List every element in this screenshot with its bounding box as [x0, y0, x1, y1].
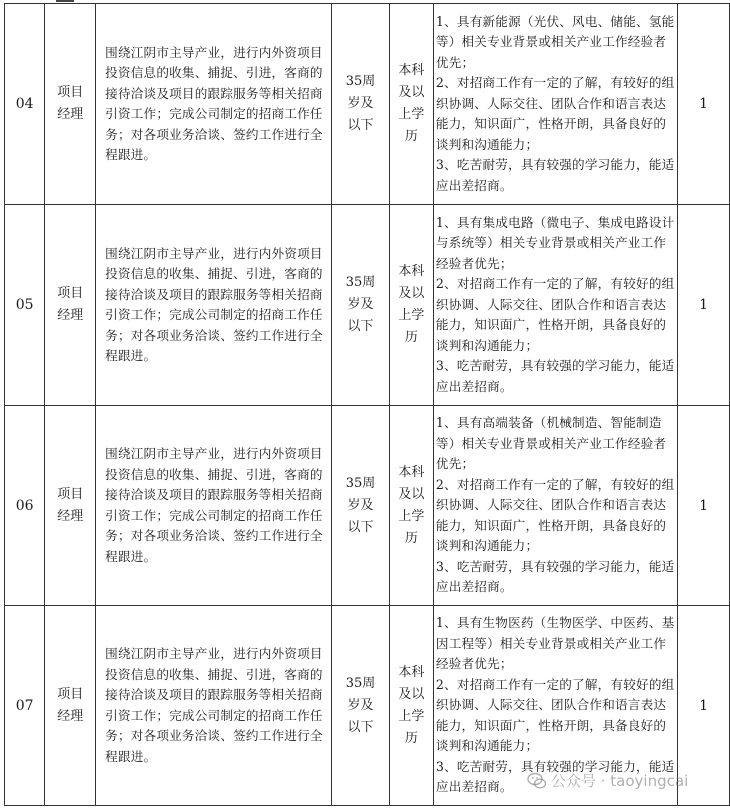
table-row — [5, 406, 730, 606]
education-text: 本科 及以 上学 历 — [398, 63, 425, 144]
wechat-icon — [527, 771, 547, 791]
age-requirement — [332, 406, 390, 606]
job-requirements — [433, 205, 677, 406]
headcount: 1 — [678, 406, 730, 606]
education-requirement — [389, 606, 433, 806]
education-requirement — [389, 406, 433, 606]
job-duties: 围绕江阴市主导产业，进行内外资项目投资信息的收集、捕捉、引进，客商的接待洽谈及项目的跟踪服务等相关招商引资工作；完成公司制定的招商工作任务；对各项业务洽谈、签约工作进行全程跟进。 — [96, 406, 332, 606]
table-row — [5, 4, 730, 205]
headcount: 1 — [678, 4, 730, 205]
headcount: 1 — [678, 205, 730, 406]
watermark — [527, 770, 688, 791]
table-row — [5, 205, 730, 406]
requirement-line: 1、具有集成电路（微电子、集成电路设计与系统等）相关专业背景或相关产业工作经验者优先； — [435, 214, 675, 271]
position-title — [45, 4, 96, 205]
requirement-line: 3、吃苦耐劳，具有较强的学习能力，能适应出差招商。 — [435, 358, 675, 394]
position-text: 项目 经理 — [57, 486, 84, 524]
position-title — [45, 406, 96, 606]
age-text: 35周 岁及 以下 — [345, 74, 376, 133]
requirement-line: 1、具有生物医药（生物医学、中医药、基因工程等）相关专业背景或相关产业工作经验者优先； — [435, 615, 675, 672]
age-text: 35周 岁及 以下 — [345, 475, 376, 535]
headcount: 1 — [678, 606, 730, 806]
requirement-line: 3、吃苦耐劳，具有较强的学习能力，能适应出差招商。 — [435, 558, 675, 595]
age-text: 35周 岁及 以下 — [345, 675, 376, 735]
job-requirements — [433, 4, 677, 205]
education-requirement — [389, 4, 433, 205]
job-requirements — [433, 406, 677, 606]
job-table — [4, 3, 730, 806]
education-text: 本科 及以 上学 历 — [398, 264, 425, 345]
position-text: 项目 经理 — [57, 286, 84, 323]
watermark-text: 公众号 · taoyingcai — [551, 772, 689, 790]
education-text: 本科 及以 上学 历 — [398, 664, 425, 746]
requirement-line: 2、对招商工作有一定的了解，有较好的组织协调、人际交往、团队合作和语言表达能力，知识面广，性格开朗，具备良好的谈判和沟通能力； — [435, 476, 675, 554]
age-requirement — [332, 205, 390, 406]
requirement-line: 1、具有新能源（光伏、风电、储能、氢能等）相关专业背景或相关产业工作经验者优先； — [435, 13, 675, 70]
position-text: 项目 经理 — [57, 85, 84, 122]
position-text: 项目 经理 — [57, 686, 84, 724]
job-duties: 围绕江阴市主导产业，进行内外资项目投资信息的收集、捕捉、引进，客商的接待洽谈及项目的跟踪服务等相关招商引资工作；完成公司制定的招商工作任务；对各项业务洽谈、签约工作进行全程跟进。 — [96, 205, 332, 406]
job-duties: 围绕江阴市主导产业，进行内外资项目投资信息的收集、捕捉、引进，客商的接待洽谈及项目的跟踪服务等相关招商引资工作；完成公司制定的招商工作任务；对各项业务洽谈、签约工作进行全程跟进。 — [96, 606, 332, 806]
top-rule-mark — [56, 0, 74, 2]
position-title — [45, 205, 96, 406]
requirement-line: 3、吃苦耐劳，具有较强的学习能力，能适应出差招商。 — [435, 758, 675, 795]
education-requirement — [389, 205, 433, 406]
row-number: 07 — [5, 606, 45, 806]
requirement-line: 3、吃苦耐劳，具有较强的学习能力，能适应出差招商。 — [435, 157, 675, 193]
requirement-line: 2、对招商工作有一定的了解，有较好的组织协调、人际交往、团队合作和语言表达能力，知识面广，性格开朗，具备良好的谈判和沟通能力； — [435, 676, 675, 754]
requirement-line: 2、对招商工作有一定的了解，有较好的组织协调、人际交往、团队合作和语言表达能力，知识面广，性格开朗，具备良好的谈判和沟通能力； — [435, 75, 675, 152]
row-number: 06 — [5, 406, 45, 606]
age-requirement — [332, 4, 390, 205]
requirement-line: 1、具有高端装备（机械制造、智能制造等）相关专业背景或相关产业工作经验者优先； — [435, 415, 667, 472]
age-text: 35周 岁及 以下 — [345, 275, 376, 334]
education-text: 本科 及以 上学 历 — [398, 464, 425, 546]
row-number: 04 — [5, 4, 45, 205]
row-number: 05 — [5, 205, 45, 406]
age-requirement — [332, 606, 390, 806]
requirement-line: 2、对招商工作有一定的了解，有较好的组织协调、人际交往、团队合作和语言表达能力，知识面广，性格开朗，具备良好的谈判和沟通能力； — [435, 276, 675, 353]
job-duties: 围绕江阴市主导产业，进行内外资项目投资信息的收集、捕捉、引进，客商的接待洽谈及项目的跟踪服务等相关招商引资工作；完成公司制定的招商工作任务；对各项业务洽谈、签约工作进行全程跟进。 — [96, 4, 332, 205]
position-title — [45, 606, 96, 806]
